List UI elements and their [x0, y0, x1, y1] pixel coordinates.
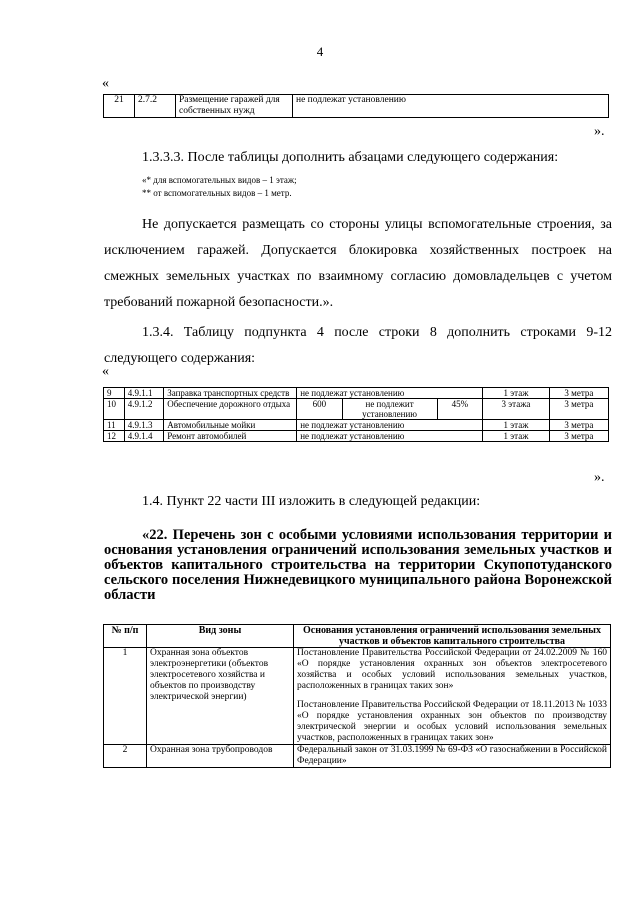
cell-name: Размещение гаражей для собственных нужд: [176, 95, 293, 118]
cell-number: 11: [104, 420, 125, 431]
table-row: [104, 745, 611, 768]
cell-name: Заправка транспортных средств: [164, 388, 297, 399]
cell-floors: 1 этаж: [483, 388, 550, 399]
cell-code: 4.9.1.2: [124, 399, 164, 420]
cell-number: 21: [104, 95, 135, 118]
cell-basis: Федеральный закон от 31.03.1999 № 69-ФЗ «О газоснабжении в Российской Федерации»: [294, 745, 611, 768]
open-quote: «: [102, 76, 109, 91]
basis-text-2: Постановление Правительства Российской Федерации от 18.11.2013 № 1033 «О порядке установления охранных зон объектов по производству электрической энергии и особых условий использования земельных участков, расположенных в границах таких зон»: [297, 700, 607, 743]
table-header-row: [104, 625, 611, 648]
cell-number: 9: [104, 388, 125, 399]
paragraph-1-3-3-3: 1.3.3.3. После таблицы дополнить абзацами следующего содержания:: [142, 150, 559, 165]
cell-value-b: не подлежит установлению: [342, 399, 437, 420]
cell-distance: 3 метра: [549, 399, 608, 420]
cell-name: Ремонт автомобилей: [164, 431, 297, 442]
cell-value: не подлежат установлению: [297, 388, 483, 399]
cell-code: 4.9.1.3: [124, 420, 164, 431]
cell-name: Обеспечение дорожного отдыха: [164, 399, 297, 420]
close-quote-2: ».: [594, 470, 605, 485]
cell-code: 4.9.1.1: [124, 388, 164, 399]
table-row: [104, 648, 611, 745]
open-quote-2: «: [102, 364, 109, 379]
cell-floors: 3 этажа: [483, 399, 550, 420]
page-number: 4: [316, 44, 324, 59]
cell-value-c: 45%: [437, 399, 483, 420]
cell-zone: Охранная зона объектов электроэнергетики (объектов электросетевого хозяйства и объектов по производству электрической энергии): [147, 648, 294, 745]
cell-number: 2: [104, 745, 147, 768]
table-row: [104, 420, 609, 431]
table-rows-9-12: [103, 387, 609, 442]
cell-distance: 3 метра: [549, 388, 608, 399]
cell-floors: 1 этаж: [483, 420, 550, 431]
table-row: [104, 431, 609, 442]
cell-name: Автомобильные мойки: [164, 420, 297, 431]
section-22-heading: «22. Перечень зон с особыми условиями использования территории и основания установления ограничений использования земельных участков и объектов капитального строительства на территории Скупопотуданского сельского поселения Нижнедевицкого муниципального района Воронежской области: [104, 527, 612, 603]
footnote-1: «* для вспомогательных видов – 1 этаж;: [142, 175, 297, 185]
paragraph-1-4: 1.4. Пункт 22 части III изложить в следующей редакции:: [142, 494, 481, 509]
table-zones: [103, 624, 611, 768]
basis-text-1: Постановление Правительства Российской Федерации от 24.02.2009 № 160 «О порядке установления охранных зон объектов электросетевого хозяйства и особых условий использования земельных участков, расположенных в границах таких зон»: [297, 648, 607, 691]
header-zone: Вид зоны: [147, 625, 294, 648]
cell-value: не подлежат установлению: [293, 95, 609, 118]
cell-floors: 1 этаж: [483, 431, 550, 442]
paragraph-1-3-4: 1.3.4. Таблицу подпункта 4 после строки 8 дополнить строками 9-12 следующего содержания:: [104, 325, 612, 366]
body-paragraph: Не допускается размещать со стороны улицы вспомогательные строения, за исключением гаражей. Допускается блокировка хозяйственных построек на смежных земельных участках по взаимному согласию домовладельцев с учетом требований пожарной безопасности.».: [104, 217, 612, 310]
table-row: [104, 399, 609, 420]
cell-value-a: 600: [297, 399, 342, 420]
table-row: [104, 388, 609, 399]
cell-number: 10: [104, 399, 125, 420]
close-quote: ».: [594, 124, 605, 139]
header-basis: Основания установления ограничений использования земельных участков и объектов капитального строительства: [294, 625, 611, 648]
cell-value: не подлежат установлению: [297, 420, 483, 431]
cell-distance: 3 метра: [549, 431, 608, 442]
cell-distance: 3 метра: [549, 420, 608, 431]
cell-number: 1: [104, 648, 147, 745]
header-number: № п/п: [104, 625, 147, 648]
table-row: [104, 95, 609, 118]
cell-number: 12: [104, 431, 125, 442]
cell-zone: Охранная зона трубопроводов: [147, 745, 294, 768]
table-garages: [103, 94, 609, 118]
cell-basis: [294, 648, 611, 745]
cell-code: 4.9.1.4: [124, 431, 164, 442]
footnote-2: ** от вспомогательных видов – 1 метр.: [142, 188, 292, 198]
cell-code: 2.7.2: [135, 95, 176, 118]
cell-value: не подлежат установлению: [297, 431, 483, 442]
